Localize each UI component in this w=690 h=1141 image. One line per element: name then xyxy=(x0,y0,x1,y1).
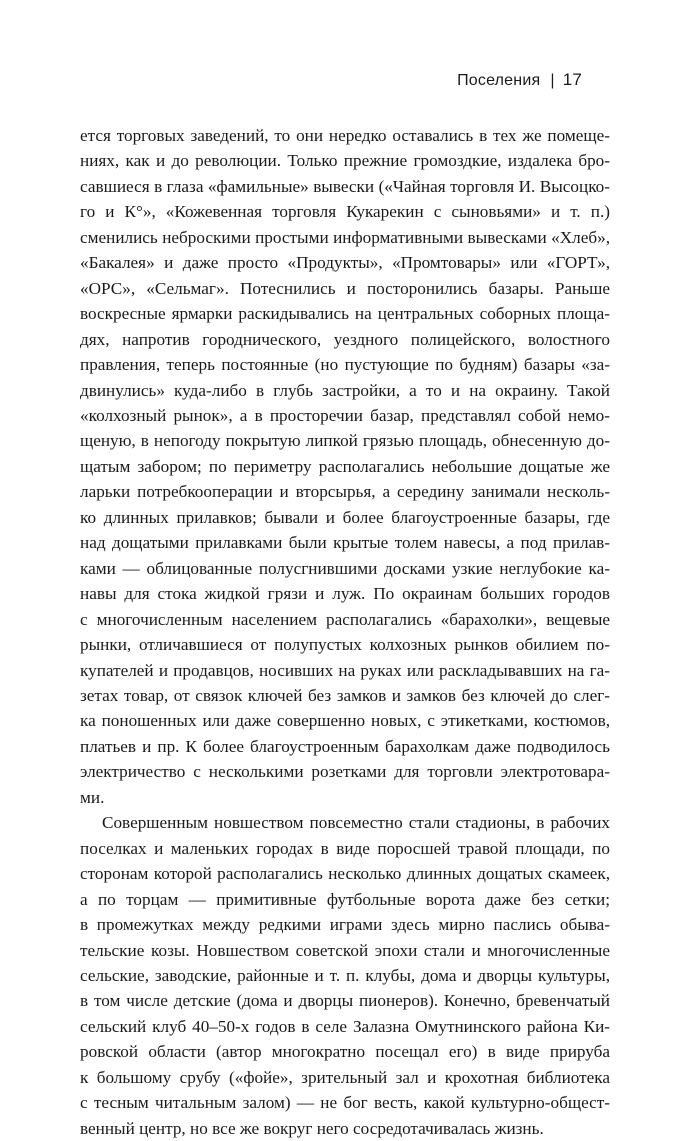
text-line: «Бакалея» и даже просто «Продукты», «Промтовары» или «ГОРТ», xyxy=(80,253,610,273)
text-line: ниях, как и до революции. Только прежние громоздкие, издалека бро- xyxy=(80,151,610,171)
text-line: ровской области (автор многократно посещал его) в виде прируба xyxy=(80,1042,610,1062)
text-line: ларьки потребкооперации и вторсырья, а середину занимали несколь- xyxy=(80,482,610,502)
paragraph xyxy=(80,810,610,1141)
running-head xyxy=(457,70,582,90)
text-line: навы для стока жидкой грязи и луж. По окраинам больших городов xyxy=(80,584,610,604)
text-line: поселках и маленьких городах в виде поросшей травой площади, по xyxy=(80,838,610,858)
text-line: сторонам которой располагались несколько длинных дощатых скамеек, xyxy=(80,864,610,884)
text-line: платьев и пр. К более благоустроенным барахолкам даже подводилось xyxy=(80,736,610,756)
text-line: а по торцам — примитивные футбольные ворота даже без сетки; xyxy=(80,889,610,909)
text-line: в промежутках между редкими играми здесь мирно паслись обыва- xyxy=(80,915,610,935)
text-line: сельский клуб 40–50-х годов в селе Залазна Омутнинского района Ки- xyxy=(80,1016,610,1036)
text-line: с многочисленным населением располагались «барахолки», вещевые xyxy=(80,609,610,629)
text-line: тельские козы. Новшеством советской эпохи стали и многочисленные xyxy=(80,940,610,960)
text-line: сельские, заводские, районные и т. п. клубы, дома и дворцы культуры, xyxy=(80,965,610,985)
text-line: Совершенным новшеством повсеместно стали стадионы, в рабочих xyxy=(102,813,610,833)
text-line: ется торговых заведений, то они нередко оставались в тех же помеще- xyxy=(80,126,610,145)
text-line: венный центр, но все же вокруг него сосредотачивалась жизнь. xyxy=(80,1118,544,1138)
text-line: щеную, в непогоду покрытую липкой грязью площадь, обнесенную до- xyxy=(80,431,610,451)
text-line: с тесным читальным залом) — не бог весть, какой культурно-общест- xyxy=(80,1093,610,1113)
text-line: ми. xyxy=(80,787,105,807)
paragraph xyxy=(80,123,610,810)
page-number: 17 xyxy=(562,70,582,89)
text-line: сменились неброскими простыми информативными вывесками «Хлеб», xyxy=(80,227,610,247)
text-line: «колхозный рынок», а в просторечии базар, представлял собой немо- xyxy=(80,405,610,425)
text-line: савшиеся в глаза «фамильные» вывески («Чайная торговля И. Высоцко- xyxy=(80,176,610,196)
text-line: ками — облицованные полусгнившими досками узкие неглубокие ка- xyxy=(80,558,610,578)
text-line: зетах товар, от связок ключей без замков и замков без ключей до слег- xyxy=(80,685,610,705)
text-line: воскресные ярмарки раскидывались на центральных соборных площа- xyxy=(80,304,610,324)
text-line: «ОРС», «Сельмаг». Потеснились и посторонились базары. Раньше xyxy=(80,278,610,298)
text-line: электричество с несколькими розетками для торговли электротовара- xyxy=(80,762,610,782)
body-text xyxy=(80,123,610,1141)
section-title: Поселения xyxy=(457,72,541,89)
text-line: купателей и продавцов, носивших на руках или раскладывавших на га- xyxy=(80,660,610,680)
text-line: ка поношенных или даже совершенно новых, с этикетками, костюмов, xyxy=(80,711,610,731)
text-line: правления, теперь постоянные (но пустующие по будням) базары «за- xyxy=(80,355,610,375)
text-line: к большому срубу («фойе», зрительный зал и крохотная библиотека xyxy=(80,1067,610,1087)
text-line: щатым забором; по периметру располагались небольшие дощатые же xyxy=(80,456,610,476)
text-line: ко длинных прилавков; бывали и более благоустроенные базары, где xyxy=(80,507,610,527)
text-line: дях, напротив городнического, уездного полицейского, волостного xyxy=(80,329,610,349)
text-line: над дощатыми прилавками были крытые толем навесы, а под прилав- xyxy=(80,533,610,553)
text-line: го и К°», «Кожевенная торговля Кукарекин с сыновьями» и т. п.) xyxy=(80,202,610,222)
text-line: двинулись» куда-либо в глубь застройки, а то и на окраину. Такой xyxy=(80,380,610,400)
text-line: рынки, отличавшиеся от полупустых колхозных рынков обилием по- xyxy=(80,635,610,655)
text-line: в том числе детские (дома и дворцы пионеров). Конечно, бревенчатый xyxy=(80,991,610,1011)
header-separator: | xyxy=(550,72,555,89)
